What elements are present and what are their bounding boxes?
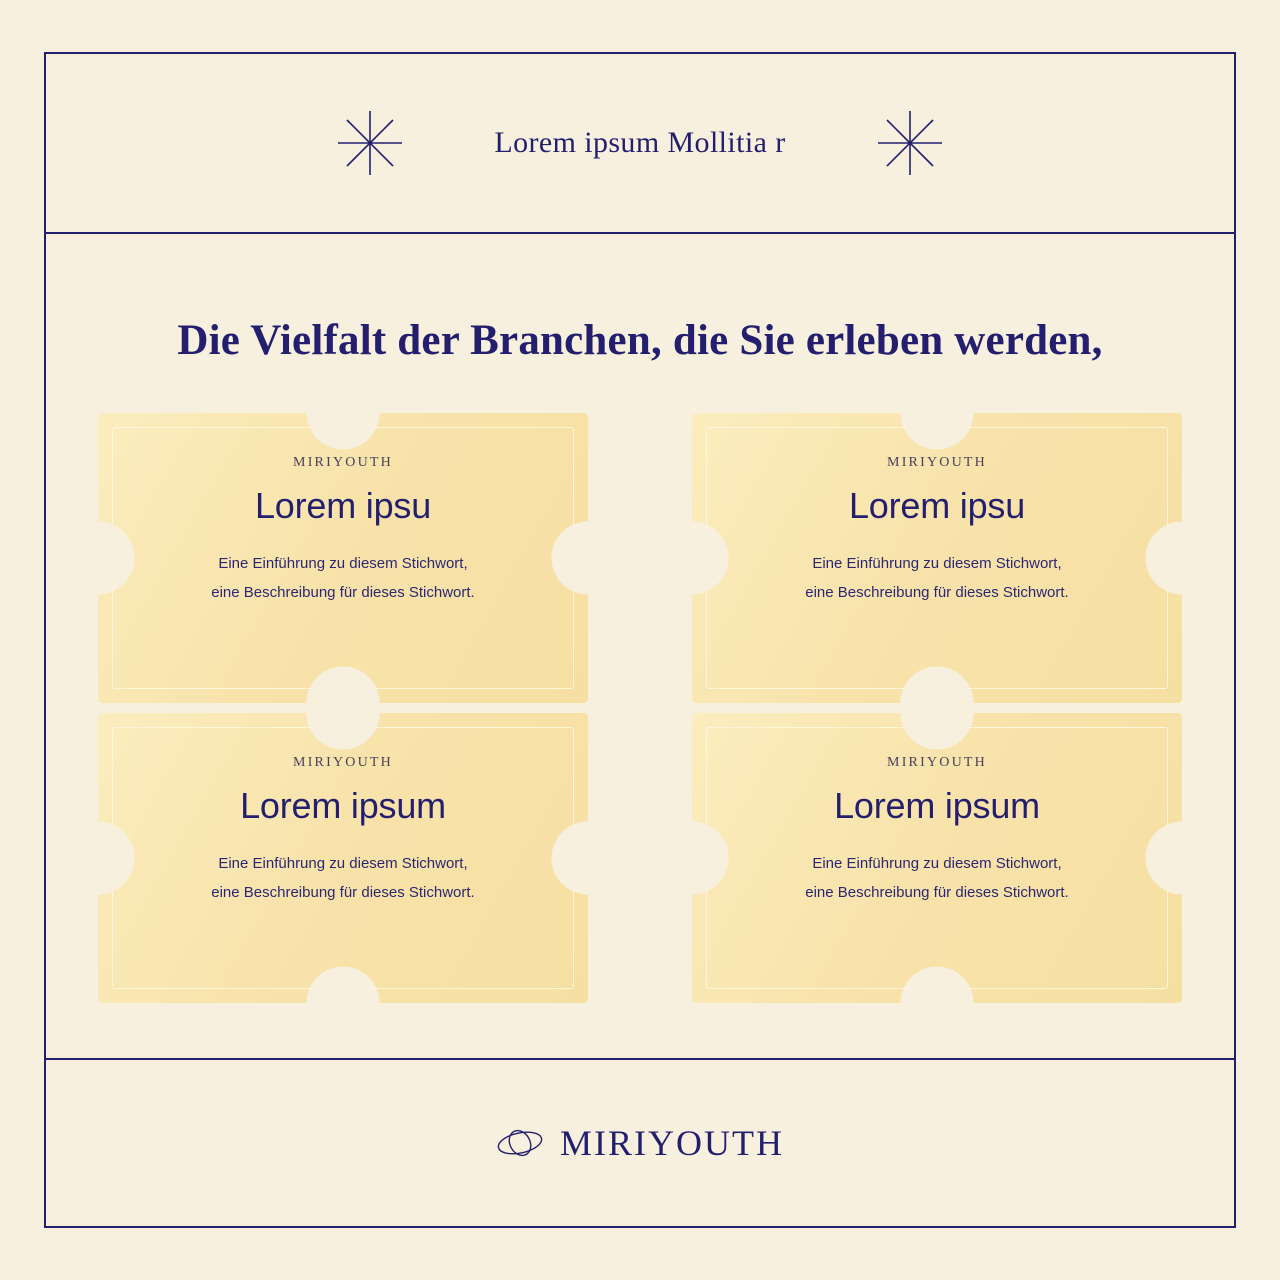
sparkle-icon: [334, 107, 406, 179]
poster: [44, 52, 1236, 1228]
poster-header: [46, 54, 1234, 234]
ticket-description-line2: eine Beschreibung für dieses Stichwort.: [805, 584, 1069, 602]
ticket-brand: MIRIYOUTH: [293, 755, 393, 770]
poster-main: [46, 234, 1234, 1062]
ticket-description-line1: Eine Einführung zu diesem Stichwort,: [812, 855, 1062, 872]
ticket-card[interactable]: [98, 713, 588, 1003]
ticket-description-line1: Eine Einführung zu diesem Stichwort,: [218, 855, 468, 872]
ticket-content: [692, 713, 1182, 1003]
ticket-description-line1: Eine Einführung zu diesem Stichwort,: [812, 555, 1062, 572]
ticket-description: [211, 849, 474, 908]
ticket-brand: MIRIYOUTH: [887, 755, 987, 770]
ticket-title: Lorem ipsu: [848, 485, 1026, 526]
ticket-description: [211, 549, 474, 608]
ticket-grid: [46, 413, 1234, 1003]
ticket-description: [805, 549, 1068, 608]
ticket-title: Lorem ipsum: [834, 785, 1040, 826]
header-title: Lorem ipsum Mollitia r: [494, 126, 786, 159]
ticket-description-line2: eine Beschreibung für dieses Stichwort.: [805, 884, 1069, 902]
ticket-description-line1: Eine Einführung zu diesem Stichwort,: [218, 555, 468, 572]
ellipse-loop-logo-icon: [496, 1126, 544, 1160]
ticket-brand: MIRIYOUTH: [293, 455, 393, 470]
page-title: Die Vielfalt der Branchen, die Sie erleben werden,: [177, 317, 1103, 364]
ticket-card[interactable]: [98, 413, 588, 703]
ticket-card[interactable]: [692, 413, 1182, 703]
poster-footer: [46, 1058, 1234, 1226]
ticket-content: [98, 713, 588, 1003]
footer-brand: MIRIYOUTH: [560, 1123, 784, 1163]
ticket-content: [692, 413, 1182, 703]
ticket-brand: MIRIYOUTH: [887, 455, 987, 470]
ticket-description-line2: eine Beschreibung für dieses Stichwort.: [211, 884, 475, 902]
sparkle-icon: [874, 107, 946, 179]
ticket-description: [805, 849, 1068, 908]
ticket-title: Lorem ipsum: [240, 785, 446, 826]
ticket-title: Lorem ipsu: [254, 485, 432, 526]
ticket-description-line2: eine Beschreibung für dieses Stichwort.: [211, 584, 475, 602]
ticket-card[interactable]: [692, 713, 1182, 1003]
ticket-content: [98, 413, 588, 703]
